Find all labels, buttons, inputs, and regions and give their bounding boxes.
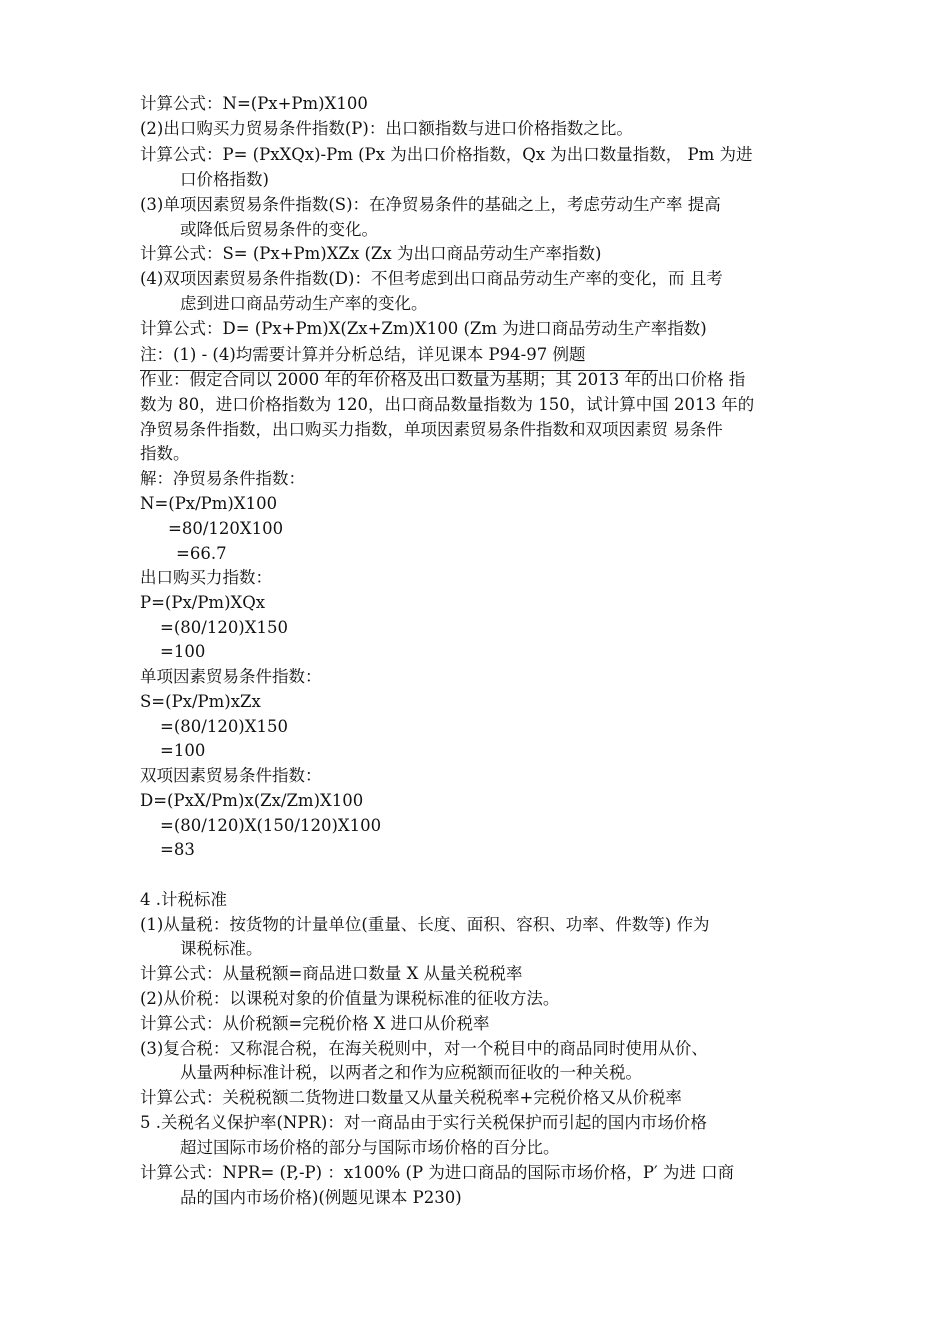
solution-d-formula: D=(PxX/Pm)x(Zx/Zm)X100 <box>140 791 364 810</box>
npr-definition-continued: 超过国际市场价格的部分与国际市场价格的百分比。 <box>180 1138 560 1157</box>
ad-valorem-definition: (2)从价税：以课税对象的价值量为课税标准的征收方法。 <box>140 989 560 1008</box>
formula-n: 计算公式：N=(Px+Pm)X100 <box>140 94 368 113</box>
double-factor-definition: (4)双项因素贸易条件指数(D)：不但考虑到出口商品劳动生产率的变化，而 且考 <box>140 269 723 288</box>
specific-duty-formula: 计算公式：从量税额=商品进口数量 X 从量关税税率 <box>140 964 523 983</box>
compound-duty-definition-continued: 从量两种标准计税，以两者之和作为应税额而征收的一种关税。 <box>180 1063 642 1082</box>
solution-p-result: =100 <box>160 642 206 661</box>
solution-p-step: =(80/120)X150 <box>160 618 288 637</box>
formula-d: 计算公式：D= (Px+Pm)X(Zx+Zm)X100 (Zm 为进口商品劳动生产率指数) <box>140 319 707 338</box>
solution-d-result: =83 <box>160 840 195 859</box>
formula-p: 计算公式：P= (PxXQx)-Pm (Px 为出口价格指数，Qx 为出口数量指数， Pm 为进 <box>140 145 753 164</box>
compound-duty-definition: (3)复合税：又称混合税，在海关税则中，对一个税目中的商品同时使用从价、 <box>140 1039 708 1058</box>
homework-line-3: 净贸易条件指数，出口购买力指数，单项因素贸易条件指数和双项因素贸 易条件 <box>140 420 723 439</box>
solution-n-step: =80/120X100 <box>168 519 284 538</box>
formula-s: 计算公式：S= (Px+Pm)XZx (Zx 为出口商品劳动生产率指数) <box>140 244 602 263</box>
solution-p-heading: 出口购买力指数： <box>140 568 272 587</box>
single-factor-definition-continued: 或降低后贸易条件的变化。 <box>180 220 378 239</box>
solution-p-formula: P=(Px/Pm)XQx <box>140 593 266 612</box>
homework-line-2: 数为 80，进口价格指数为 120，出口商品数量指数为 150，试计算中国 2013 年的 <box>140 395 755 414</box>
npr-formula-continued: 品的国内市场价格)(例题见课本 P230) <box>180 1188 462 1207</box>
solution-s-result: =100 <box>160 741 206 760</box>
export-purchasing-power-definition: (2)出口购买力贸易条件指数(P)：出口额指数与进口价格指数之比。 <box>140 119 633 138</box>
ad-valorem-formula: 计算公式：从价税额=完税价格 X 进口从价税率 <box>140 1014 490 1033</box>
solution-d-heading: 双项因素贸易条件指数： <box>140 766 322 785</box>
solution-d-step: =(80/120)X(150/120)X100 <box>160 816 382 835</box>
formula-p-continued: 口价格指数) <box>180 170 269 189</box>
double-factor-definition-continued: 虑到进口商品劳动生产率的变化。 <box>180 294 428 313</box>
solution-s-step: =(80/120)X150 <box>160 717 288 736</box>
solution-heading: 解：净贸易条件指数： <box>140 469 305 488</box>
npr-definition: 5 .关税名义保护率(NPR)：对一商品由于实行关税保护而引起的国内市场价格 <box>140 1113 707 1132</box>
npr-formula: 计算公式：NPR= (P,-P) ：x100% (P 为进口商品的国际市场价格，P′ 为进 口商 <box>140 1163 735 1182</box>
note-line: 注：(1) - (4)均需要计算并分析总结，详见课本 P94-97 例题 <box>140 345 586 364</box>
solution-n-formula: N=(Px/Pm)X100 <box>140 494 278 513</box>
specific-duty-definition: (1)从量税：按货物的计量单位(重量、长度、面积、容积、功率、件数等) 作为 <box>140 915 710 934</box>
homework-line-1: 作业：假定合同以 2000 年的年价格及出口数量为基期；其 2013 年的出口价格 指 <box>140 370 746 389</box>
specific-duty-definition-continued: 课税标准。 <box>180 939 263 958</box>
section-4-heading: 4 .计税标准 <box>140 890 227 909</box>
solution-s-formula: S=(Px/Pm)xZx <box>140 692 261 711</box>
single-factor-definition: (3)单项因素贸易条件指数(S)：在净贸易条件的基础之上，考虑劳动生产率 提高 <box>140 195 721 214</box>
solution-s-heading: 单项因素贸易条件指数： <box>140 667 322 686</box>
compound-duty-formula: 计算公式：关税税额二货物进口数量又从量关税税率+完税价格又从价税率 <box>140 1088 682 1107</box>
solution-n-result: =66.7 <box>176 544 227 563</box>
homework-line-4: 指数。 <box>140 444 190 463</box>
